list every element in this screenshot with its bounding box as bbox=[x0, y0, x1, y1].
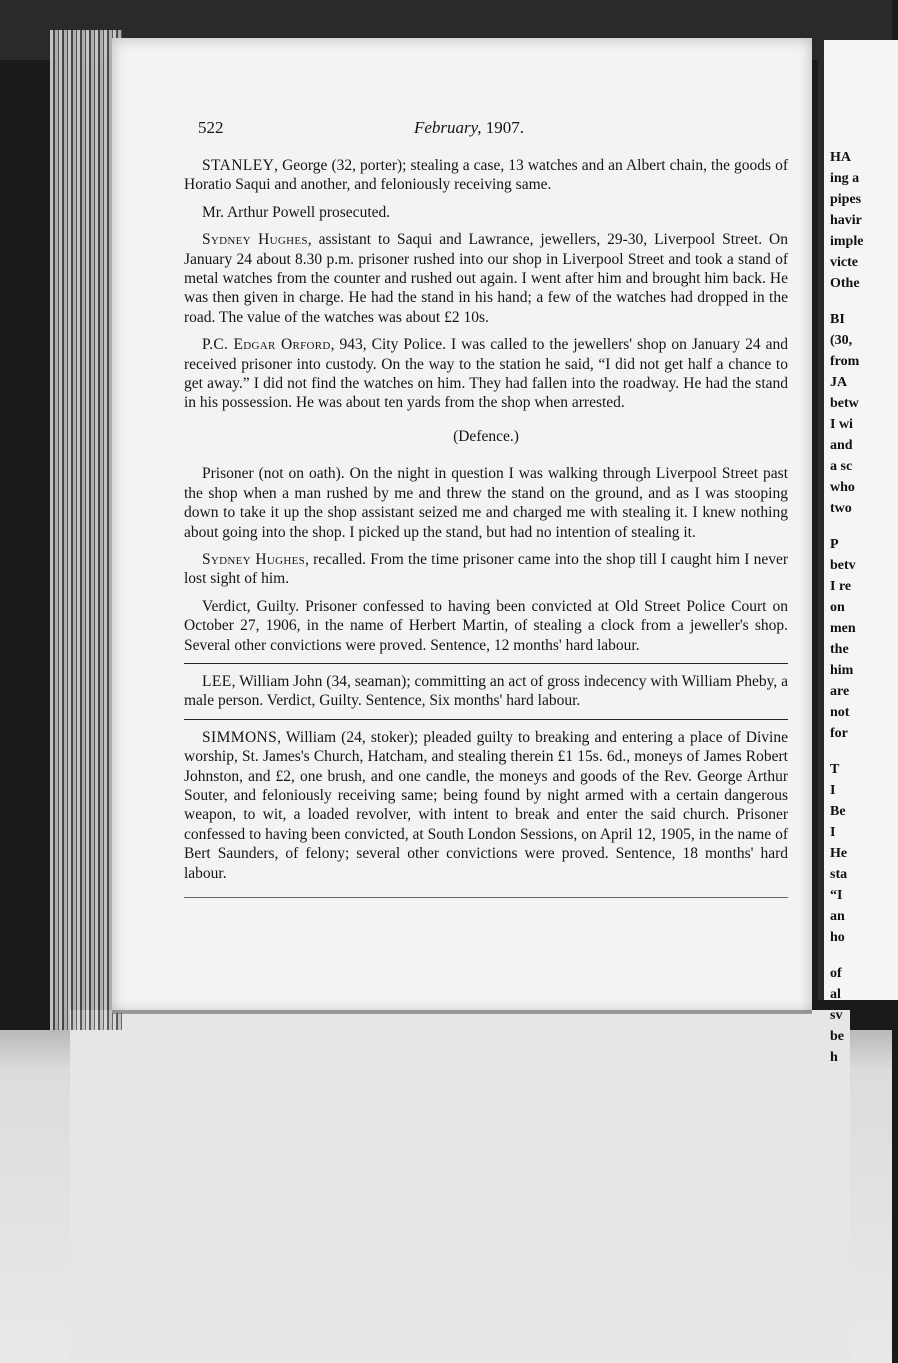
right-page-fragment: HA bbox=[830, 150, 851, 165]
right-page-fragment: (30, bbox=[830, 333, 853, 348]
right-page-fragment: havir bbox=[830, 213, 862, 228]
case-name: SIMMONS bbox=[202, 728, 278, 746]
witness-text: , assistant to Saqui and Lawrance, jewellers, 29-30, Liverpool Street. On January 24 about 8.30 p.m. prisoner rushed into our shop in Liverpool Street and took a stand of metal watches from the counter and rushed out again. I went after him and brought him back. He was then given in charge. He had the stand in his hand; a few of the watches had dropped in the road. The value of the watches was about £2 10s. bbox=[184, 231, 788, 326]
right-page-edge bbox=[818, 40, 898, 1065]
right-page-fragment: P bbox=[830, 537, 839, 552]
right-page-fragment: and bbox=[830, 438, 853, 453]
right-page-fragment: for bbox=[830, 726, 848, 741]
right-page-fragment: sta bbox=[830, 867, 848, 882]
witness-testimony bbox=[184, 230, 788, 327]
right-page-fragment: imple bbox=[830, 234, 864, 249]
right-page-fragment: h bbox=[830, 1050, 838, 1065]
case-divider bbox=[184, 663, 788, 664]
case-divider bbox=[184, 719, 788, 720]
right-page-fragment: BI bbox=[830, 312, 845, 327]
case-details: , William (24, stoker); pleaded guilty to breaking and entering a place of Divine worship, St. James's Church, Hatcham, and stealing therein £1 15s. 6d., moneys of James Robert Johnston, and £2, one brush, and one candle, the moneys and goods of the Rev. George Arthur Souter, and feloniously receiving same; being found by night armed with a certain dangerous weapon, to wit, a loaded revolver, with intent to break and enter the said church. Prisoner confessed to having been convicted, at South London Sessions, on April 12, 1905, in the name of Bert Saunders, of felony; several other convictions were proved. Sentence, 18 months' hard labour. bbox=[184, 728, 788, 882]
right-page-fragment: ing a bbox=[830, 171, 860, 186]
right-page-fragment: “I bbox=[830, 888, 843, 903]
right-page-fragment: him bbox=[830, 663, 854, 678]
right-page-fragment: I bbox=[830, 783, 836, 798]
witness-text: , 943, City Police. I was called to the jewellers' shop on January 24 and received prisoner into custody. On the way to the station he said, “I did not get half a chance to get away.” I did not find the watches on him. They had fallen into the roadway. He had the stand in his possession. He was about ten yards from the shop when arrested. bbox=[184, 336, 789, 412]
right-page-fragment: Othe bbox=[830, 276, 860, 291]
case-simmons bbox=[184, 728, 788, 883]
right-page-fragment: are bbox=[830, 684, 850, 699]
right-page-fragment: T bbox=[830, 762, 840, 777]
running-header bbox=[184, 118, 788, 142]
case-name: LEE bbox=[202, 672, 232, 690]
defence-heading: (Defence.) bbox=[453, 427, 519, 445]
right-page-fragment: I bbox=[830, 825, 836, 840]
page-fold-line bbox=[112, 1010, 812, 1014]
right-page-fragment: He bbox=[830, 846, 848, 861]
right-page-fragment: a sc bbox=[830, 459, 853, 474]
right-page-fragment: ho bbox=[830, 930, 845, 945]
prosecutor-line: Mr. Arthur Powell prosecuted. bbox=[202, 203, 391, 221]
right-page-fragment: al bbox=[830, 987, 841, 1002]
running-title bbox=[414, 118, 524, 137]
right-page-fragment: sv bbox=[830, 1008, 843, 1023]
case-details: , George (32, porter); stealing a case, 13 watches and an Albert chain, the goods of Horatio Saqui and another, and feloniously receiving same. bbox=[184, 157, 788, 194]
right-page-fragment: not bbox=[830, 705, 850, 720]
page-bottom-margin bbox=[70, 1010, 850, 1363]
right-page-fragment: betw bbox=[830, 396, 859, 411]
right-page-fragment: on bbox=[830, 600, 845, 615]
right-page-fragment: be bbox=[830, 1029, 844, 1044]
witness-name: P.C. Edgar Orford bbox=[202, 336, 331, 354]
case-stanley-heading bbox=[184, 156, 788, 195]
case-name: STANLEY bbox=[202, 157, 275, 174]
right-page-fragment: JA bbox=[830, 375, 848, 390]
right-page-fragment: two bbox=[830, 501, 852, 516]
case-divider bbox=[184, 897, 788, 898]
right-page-fragment: from bbox=[830, 354, 860, 369]
witness-testimony bbox=[184, 335, 788, 413]
witness-text: , recalled. From the time prisoner came into the shop till I caught him I never lost sight of him. bbox=[184, 550, 788, 588]
prisoner-statement: Prisoner (not on oath). On the night in question I was walking through Liverpool Street past the shop when a man rushed by me and threw the stand on the ground, and as I was stooping down to take it up the shop assistant seized me and charged me with stealing it. I knew nothing about going into the shop. I picked up the stand, but had no intention of stealing it. bbox=[184, 465, 788, 541]
right-page-fragment: the bbox=[830, 642, 849, 657]
right-page-fragment: who bbox=[830, 480, 855, 495]
witness-recall bbox=[184, 550, 788, 589]
running-title-year: 1907. bbox=[485, 118, 525, 137]
case-details: , William John (34, seaman); committing an act of gross indecency with William Pheby, a male person. Verdict, Guilty. Sentence, Six months' hard labour. bbox=[184, 672, 788, 710]
right-page-fragment: pipes bbox=[830, 192, 862, 207]
verdict-paragraph: Verdict, Guilty. Prisoner confessed to having been convicted at Old Street Police Court on October 27, 1906, in the name of Herbert Martin, of stealing a clock from a jeweller's shop. Several other convictions were proved. Sentence, 12 months' hard labour. bbox=[184, 597, 788, 654]
right-page-fragment: I re bbox=[830, 579, 852, 594]
witness-name: Sydney Hughes bbox=[202, 550, 306, 568]
right-page-fragment: victe bbox=[830, 255, 858, 270]
right-page-fragment: of bbox=[830, 966, 842, 981]
witness-name: Sydney Hughes bbox=[202, 231, 308, 249]
page-text bbox=[184, 118, 788, 906]
page-number: 522 bbox=[198, 118, 224, 137]
running-title-month: February, bbox=[414, 118, 482, 137]
right-page-fragment: I wi bbox=[830, 417, 853, 432]
right-page-fragment: betv bbox=[830, 558, 856, 573]
right-page-fragment: an bbox=[830, 909, 845, 924]
right-page-fragment: Be bbox=[830, 804, 846, 819]
right-page-fragment: men bbox=[830, 621, 856, 636]
case-lee bbox=[184, 672, 788, 711]
